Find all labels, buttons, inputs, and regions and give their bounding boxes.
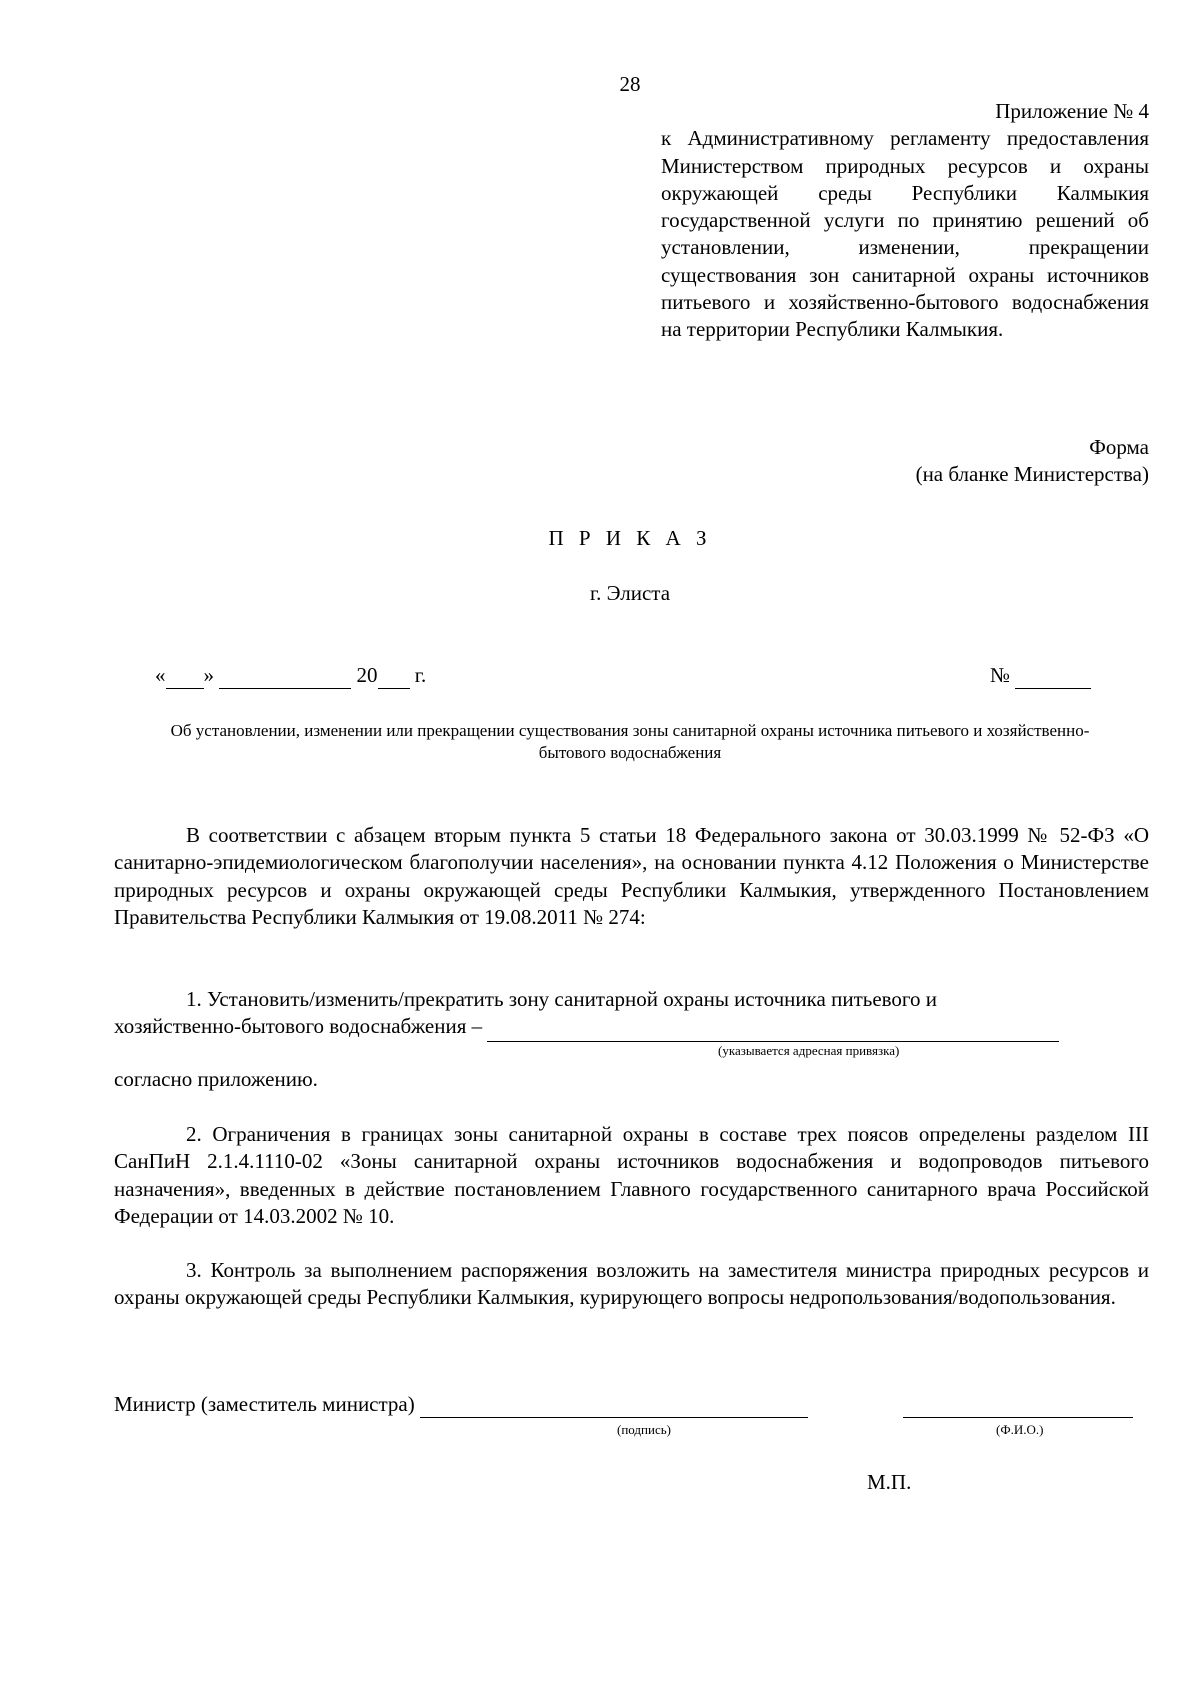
date-line — [155, 663, 426, 689]
sign-hint: (подпись) — [617, 1422, 671, 1437]
date-open-quote: « — [155, 663, 166, 687]
signature-label: Министр (заместитель министра) — [114, 1392, 415, 1416]
order-subject: Об установлении, изменении или прекращении существования зоны санитарной охраны источника питьевого и хозяйственно-бытового водоснабжения — [170, 721, 1090, 762]
form-label-line1: Форма — [1089, 435, 1149, 459]
item3-text: 3. Контроль за выполнением распоряжения возложить на заместителя министра природных ресурсов и охраны окружающей среды Республики Калмыкия, курирующего вопросы недропользования/водопользования. — [114, 1258, 1149, 1310]
appendix-title: Приложение № 4 — [995, 99, 1149, 123]
number-line — [990, 663, 1091, 689]
name-hint: (Ф.И.О.) — [996, 1422, 1044, 1437]
name-blank[interactable] — [903, 1392, 1133, 1418]
preamble-text: В соответствии с абзацем вторым пункта 5 статьи 18 Федерального закона от 30.03.1999 № 52-ФЗ «О санитарно-эпидемиологическом благополучии населения», на основании пункта 4.12 Положения о Министерстве природных ресурсов и охраны окружающей среды Республики Калмыкия, утвержденного Постановлением Правительства Республики Калмыкия от 19.08.2011 № 274: — [114, 823, 1149, 929]
date-close-quote: » — [203, 663, 214, 687]
number-blank[interactable] — [1015, 663, 1091, 689]
address-blank[interactable] — [487, 1013, 1059, 1041]
year-blank[interactable] — [378, 663, 410, 689]
item1-line3: согласно приложению. — [114, 1067, 318, 1091]
signature-line — [114, 1392, 808, 1418]
item2-paragraph — [114, 1121, 1149, 1230]
appendix-block — [661, 98, 1149, 344]
year-suffix: г. — [414, 663, 427, 687]
address-hint: (указывается адресная привязка) — [718, 1043, 900, 1058]
item3-paragraph — [114, 1257, 1149, 1312]
item2-text: 2. Ограничения в границах зоны санитарной охраны в составе трех поясов определены разделом III СанПиН 2.1.4.1110-02 «Зоны санитарной охраны источников водоснабжения и водопроводов питьевого назначения», введенных в действие постановлением Главного государственного санитарного врача Российской Федерации от 14.03.2002 № 10. — [114, 1122, 1149, 1228]
signature-blank[interactable] — [420, 1392, 808, 1418]
item1-paragraph — [114, 986, 1149, 1042]
name-line — [903, 1392, 1133, 1418]
month-blank[interactable] — [219, 663, 351, 689]
appendix-text: к Административному регламенту предоставления Министерством природных ресурсов и охраны окружающей среды Республики Калмыкия государственной услуги по принятию решений об установлении, изменении, прекращении существования зон санитарной охраны источников питьевого и хозяйственно-бытового водоснабжения на территории Республики Калмыкия. — [661, 126, 1149, 342]
city: г. Элиста — [589, 581, 671, 605]
year-prefix: 20 — [356, 663, 378, 687]
stamp-place: М.П. — [867, 1470, 912, 1494]
page-number: 28 — [619, 72, 641, 96]
form-label — [916, 434, 1149, 488]
item1-line1: 1. Установить/изменить/прекратить зону санитарной охраны источника питьевого и — [186, 987, 937, 1011]
form-label-line2: (на бланке Министерства) — [915, 462, 1149, 486]
item1-line2: хозяйственно-бытового водоснабжения – — [114, 1013, 1149, 1041]
order-title: П Р И К А З — [548, 526, 712, 550]
preamble-paragraph — [114, 822, 1149, 931]
number-sign: № — [990, 663, 1011, 687]
day-blank[interactable] — [166, 663, 204, 689]
